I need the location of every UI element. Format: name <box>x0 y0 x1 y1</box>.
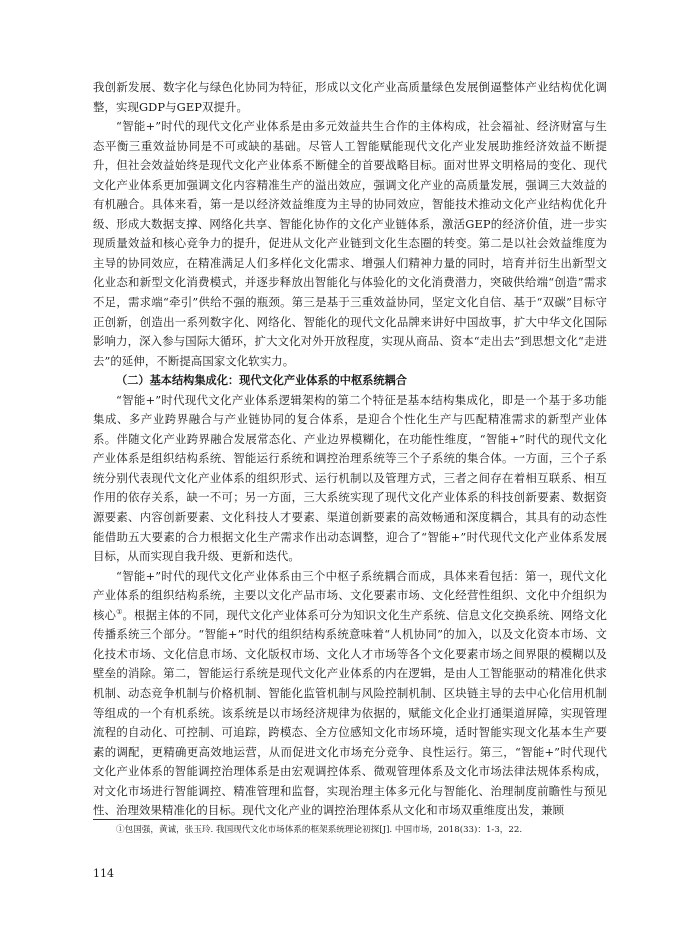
page-body <box>93 78 607 821</box>
body-paragraph-4 <box>93 567 607 821</box>
body-paragraph-4-part-b: 。根据主体的不同，现代文化产业体系可分为知识文化生产系统、信息文化交换系统、网络文化传播系统三个部分。“智能+”时代的组织结构系统意味着“人机协同”的加入，以及文化资本市场、文化技术市场、文化信息市场、文化版权市场、文化人才市场等各个文化要素市场之间界限的模糊以及壁垒的消除。第二，智能运行系统是现代文化产业体系的内在逻辑，是由人工智能驱动的精准化供求机制、动态竞争机制与价格机制、智能化监管机制与风险控制机制、区块链主导的去中心化信用机制等组成的一个有机系统。该系统是以市场经济规律为依据的，赋能文化企业打通渠道屏障，实现管理流程的自动化、可控制、可追踪，跨模态、全方位感知文化市场环境，适时智能实现文化基本生产要素的调配，更精确更高效地运营，从而促进文化市场充分竞争、良性运行。第三，“智能+”时代现代文化产业体系的智能调控治理体系是由宏观调控体系、微观管理体系及文化市场法律法规体系构成，对文化市场进行智能调控、精准管理和监督，实现治理主体多元化与智能化、治理制度前瞻性与预见性、治理效果精准化的目标。现代文化产业的调控治理体系从文化和市场双重维度出发，兼顾 <box>93 607 607 818</box>
body-paragraph-1: 我创新发展、数字化与绿色化协同为特征，形成以文化产业高质量绿色发展倒逼整体产业结构优化调整，实现GDP与GEP双提升。 <box>93 80 607 114</box>
footnote-reference-marker: ① <box>116 607 123 616</box>
page-number: 114 <box>93 867 114 880</box>
body-paragraph-4-part-a: “智能+”时代的现代文化产业体系由三个中枢子系统耦合而成，具体来看包括：第一，现代文化产业体系的组织结构系统，主要以文化产品市场、文化要素市场、文化经营性组织、文化中介组织为核心 <box>93 568 607 622</box>
footnote-divider <box>93 819 253 820</box>
section-subheading: （二）基本结构集成化：现代文化产业体系的中枢系统耦合 <box>116 374 407 388</box>
body-paragraph-2: “智能+”时代的现代文化产业体系是由多元效益共生合作的主体构成，社会福祉、经济财富与生态平衡三重效益协同是不可或缺的基础。尽管人工智能赋能现代文化产业发展助推经济效益不断提升，但社会效益始终是现代文化产业体系不断健全的首要战略目标。面对世界文明格局的变化、现代文化产业体系更加强调文化内容精准生产的溢出效应，强调文化产业的高质量发展，强调三大效益的有机融合。具体来看，第一是以经济效益维度为主导的协同效应，智能技术推动文化产业结构优化升级、形成大数据支撑、网络化共享、智能化协作的文化产业链体系，激活GEP的经济价值，进一步实现质量效益和核心竞争力的提升，促进从文化产业链到文化生态圈的转变。第二是以社会效益维度为主导的协同效应，在精准满足人们多样化文化需求、增强人们精神力量的同时，培育并衍生出新型文化业态和新型文化消费模式，并逐步释放出智能化与体验化的文化消费潜力，突破供给端“创造”需求不足，需求端“牵引”供给不强的瓶颈。第三是基于三重效益协同，坚定文化自信、基于“双碳”目标守正创新，创造出一系列数字化、网络化、智能化的现代文化品牌来讲好中国故事，扩大中华文化国际影响力，深入参与国际大循环，扩大文化对外开放程度，实现从商品、资本“走出去”到思想文化“走进去”的延伸，不断提高国家文化软实力。 <box>93 119 607 368</box>
body-paragraph-3: “智能+”时代现代文化产业体系逻辑架构的第二个特征是基本结构集成化，即是一个基于多功能集成、多产业跨界融合与产业链协同的复合体系，是迎合个性化生产与匹配精准需求的新型产业体系。伴随文化产业跨界融合发展常态化、产业边界模糊化，在功能性维度，“智能+”时代的现代文化产业体系是组织结构系统、智能运行系统和调控治理系统等三个子系统的集合体。一方面，三个子系统分别代表现代文化产业体系的组织形式、运行机制以及管理方式，三者之间存在着相互联系、相互作用的依存关系，缺一不可；另一方面，三大系统实现了现代文化产业体系的科技创新要素、数据资源要素、内容创新要素、文化科技人才要素、渠道创新要素的高效畅通和深度耦合，其具有的动态性能借助五大要素的合力根据文化生产需求作出动态调整，迎合了“智能+”时代现代文化产业体系发展目标，从而实现自我升级、更新和迭代。 <box>93 392 607 564</box>
footnote-text: ①包国强，黄诚，张玉玲. 我国现代文化市场体系的框架系统理论初探[J]. 中国市场，2018(33)：1-3，22. <box>116 825 523 835</box>
